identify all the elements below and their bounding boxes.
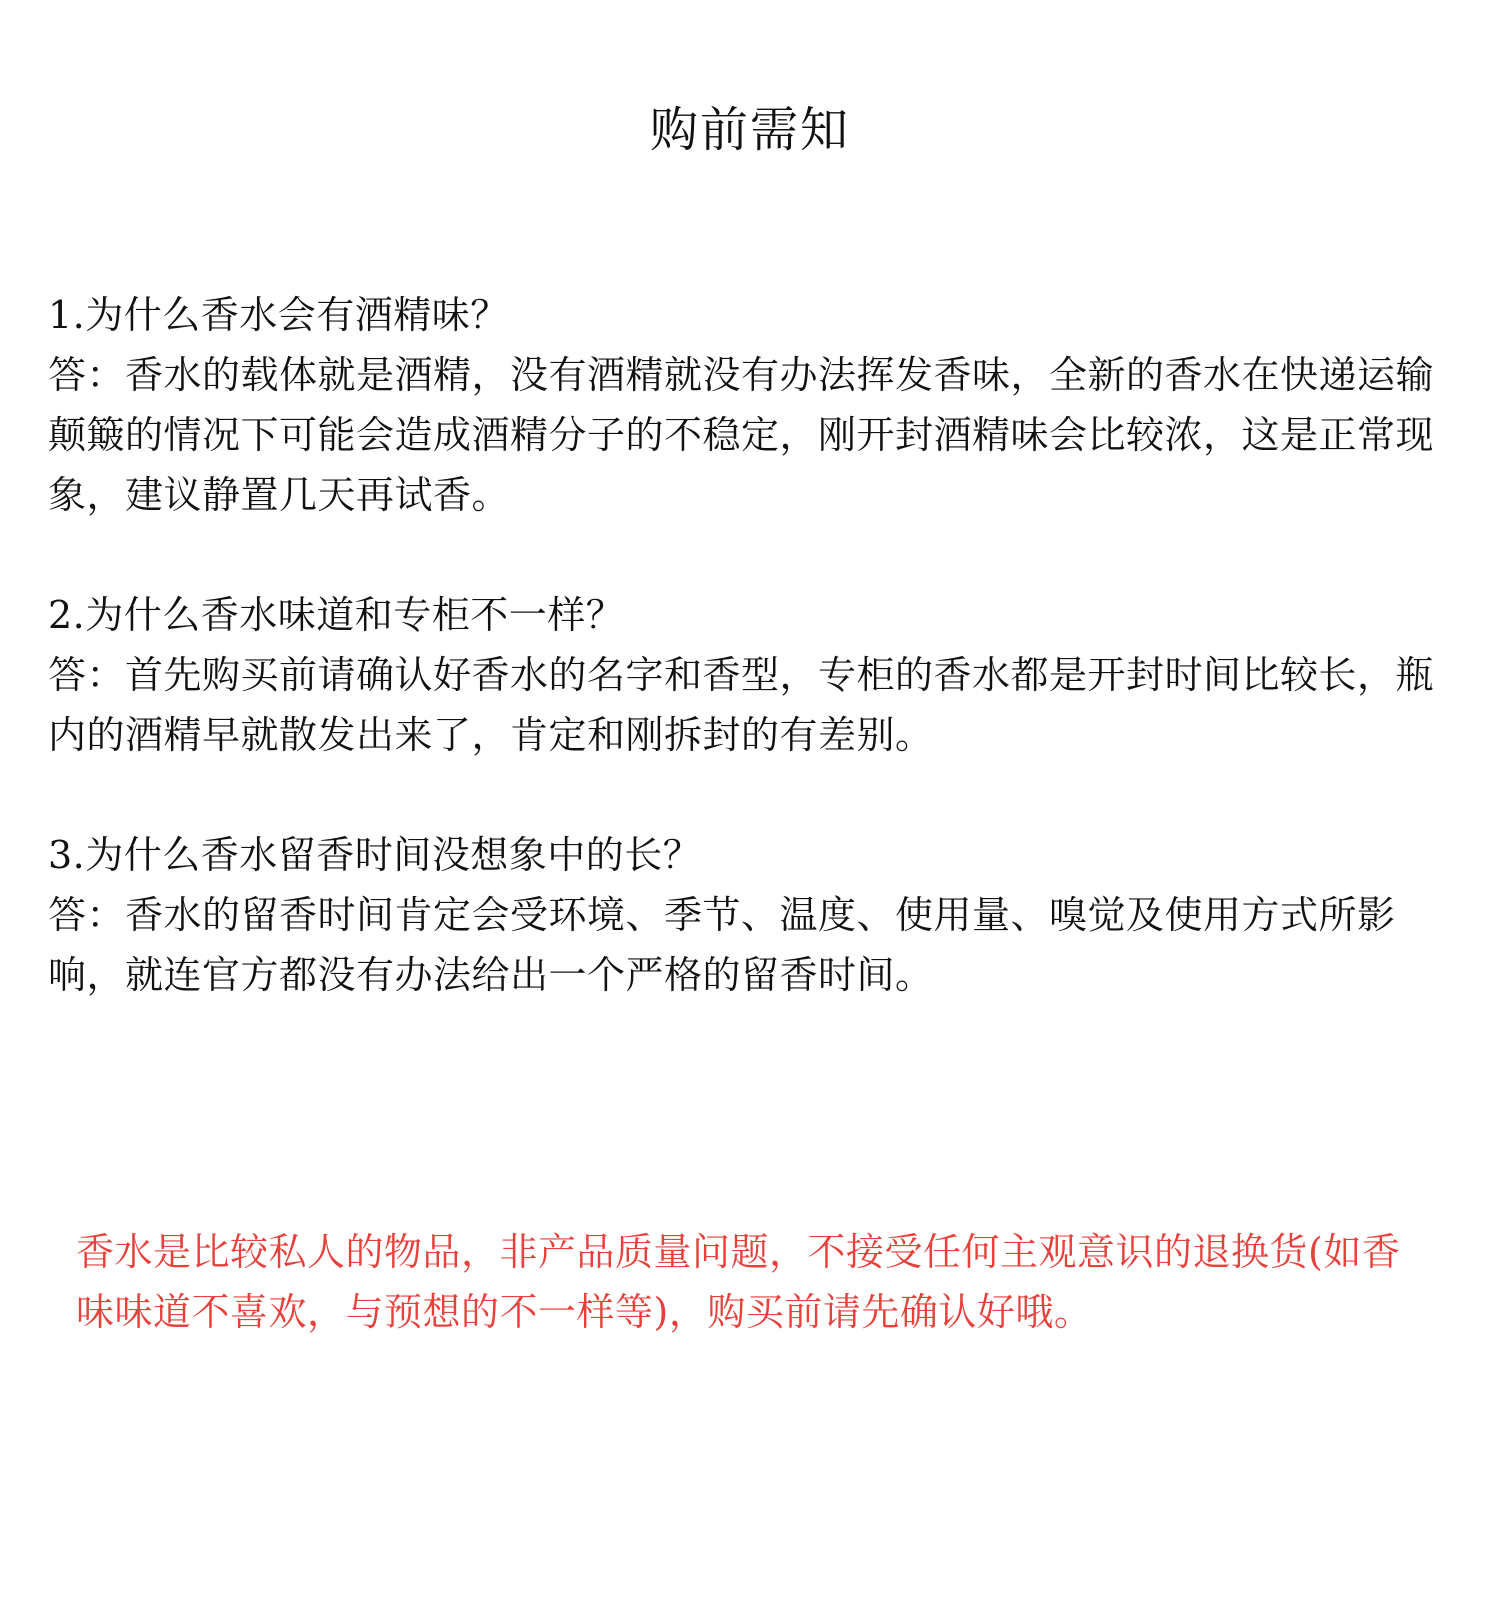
return-policy-notice: 香水是比较私人的物品，非产品质量问题，不接受任何主观意识的退换货(如香味味道不喜欢，与预想的不一样等)，购买前请先确认好哦。 (76, 1230, 1401, 1334)
faq-item-2 (48, 585, 1458, 765)
faq-answer: 答：香水的留香时间肯定会受环境、季节、温度、使用量、嗅觉及使用方式所影响，就连官方都没有办法给出一个严格的留香时间。 (48, 893, 1396, 997)
faq-answer: 答：首先购买前请确认好香水的名字和香型，专柜的香水都是开封时间比较长，瓶内的酒精早就散发出来了，肯定和刚拆封的有差别。 (48, 653, 1435, 757)
faq-answer: 答：香水的载体就是酒精，没有酒精就没有办法挥发香味，全新的香水在快递运输颠簸的情况下可能会造成酒精分子的不稳定，刚开封酒精味会比较浓，这是正常现象，建议静置几天再试香。 (48, 353, 1435, 517)
faq-question: 2.为什么香水味道和专柜不一样？ (48, 593, 625, 637)
faq-item-3 (48, 825, 1458, 1005)
page-title: 购前需知 (649, 102, 850, 158)
faq-item-1 (48, 285, 1458, 525)
faq-question: 3.为什么香水留香时间没想象中的长？ (48, 833, 702, 877)
faq-question: 1.为什么香水会有酒精味？ (48, 293, 509, 337)
